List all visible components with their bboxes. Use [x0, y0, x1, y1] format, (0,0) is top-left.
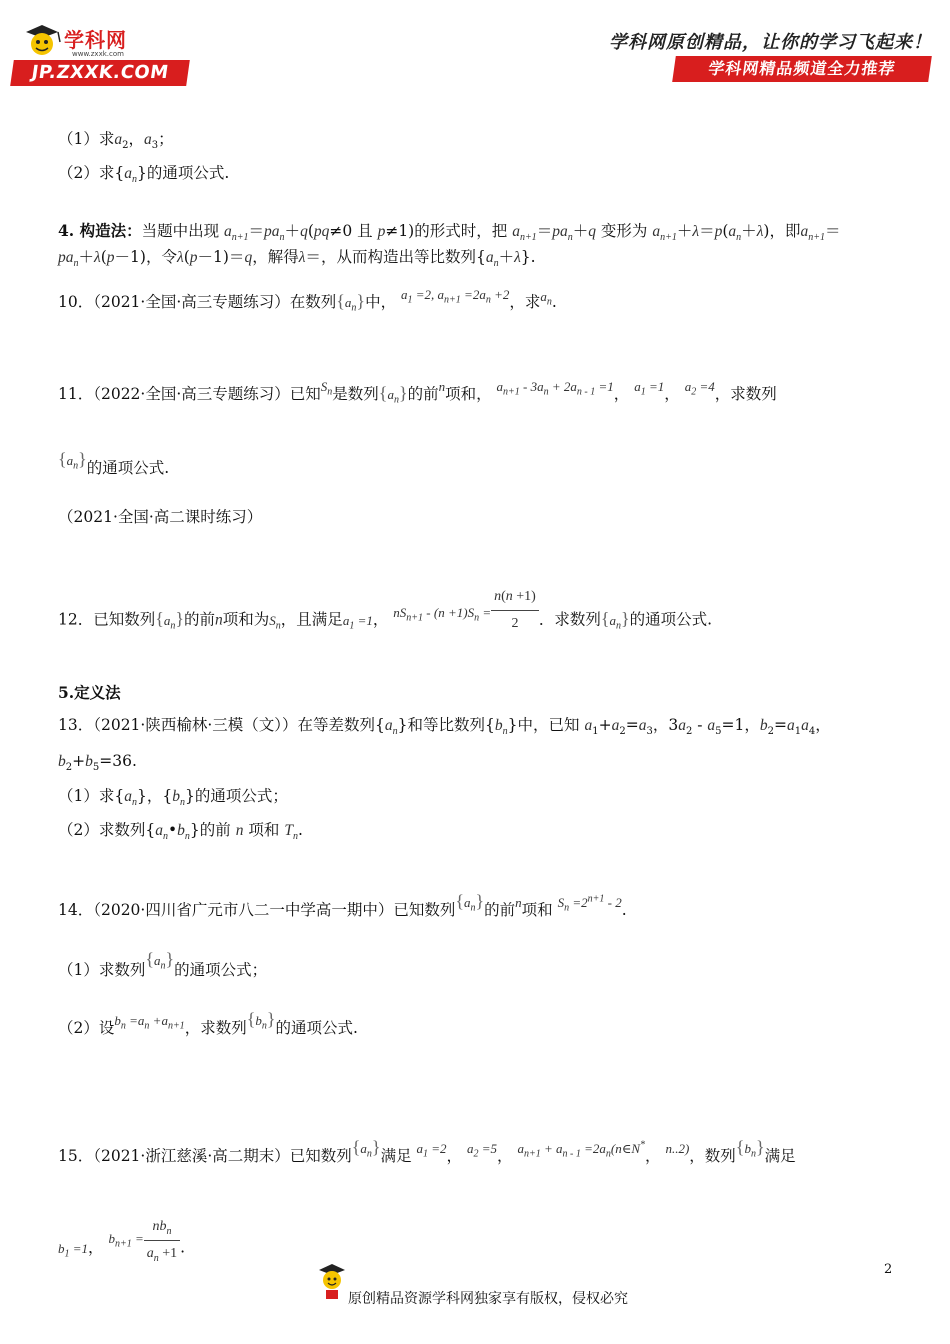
question-14-part-1: （1）求数列{$^{a_n}$}的通项公式； — [58, 949, 268, 979]
question-13-part-2: （2）求数列$\{a_n•b_n\}$的前 n 项和 $T_n$. — [58, 821, 303, 843]
page-number: 2 — [884, 1262, 893, 1277]
question-part-1: （1）求$a_2$，$a_3$； — [58, 130, 174, 152]
logo — [12, 22, 188, 86]
source-label: （2021·全国·高二课时练习） — [58, 508, 263, 526]
method-4-line-2: $pa_n+\lambda(p-1)$，令λ(p－1)＝q，解得λ＝，从而构造出等比数列$\{a_n+\lambda\}$. — [58, 248, 536, 270]
header-channel-banner: 学科网精品频道全力推荐 — [672, 56, 932, 82]
question-15-line-2: $b_1 =1$， $^{b_{n+1} =}$ $\frac{nb_n}{a_n +1}$ . — [58, 1222, 894, 1275]
question-12: 12．已知数列$\{a_n\}$的前n项和为$S_n$，且满足$a_1 =1$， $^{nS_{n+1} - (n +1)S_n =}$ $\frac{n(n +1)}{2}$ ．求数列$\{a_n\}$的通项公式. — [58, 594, 894, 647]
question-13-line-2: $b_2+b_5=36$. — [58, 752, 137, 774]
method-5-title: 5.定义法 — [58, 683, 121, 702]
method-4-line-1: 4. 构造法：当题中出现 $a_{n+1}=pa_n+q(pq\ne 0$ 且 p≠1)的形式时，把 $a_{n+1}=pa_n+q$ 变形为 $a_{n+1}+\lambda=p(a_n+\lambda)$，即$a_{n+1}=$ — [58, 221, 841, 244]
question-14: 14．（2020·四川省广元市八二一中学高一期中）已知数列{$^{a_n}$}的前$^n$项和 $^{S_n =2^{n+1} - 2}$. — [58, 891, 627, 919]
question-13-part-1: （1）求$\{a_n\}$，$\{b_n\}$的通项公式； — [58, 787, 288, 809]
question-10: 10．（2021·全国·高三专题练习）在数列$\{a_n\}$中， $^{a_1 =2, a_{n+1} =2a_n +2}$，求$^{a_n}$. — [58, 287, 557, 314]
question-13: 13．（2021·陕西榆林·三模（文））在等差数列$\{a_n\}$和等比数列$\{b_n\}$中，已知 $a_1+a_2=a_3$，$3a_2 - a_5=1$，$b_2=a_1a_4$， — [58, 716, 831, 738]
question-11-line-2: {$^{a_n}$}的通项公式. — [58, 449, 170, 477]
question-15: 15．（2021·浙江慈溪·高二期末）已知数列{$^{a_n}$}满足 $^{a_1 =2}$， $^{a_2 =5}$， $^{a_{n+1} + a_{n - 1} =2a_n(n\in N^*}$， $^{n..2)}$，数列{$^{b_n}$}满足 — [58, 1137, 796, 1165]
question-11: 11．（2022·全国·高三专题练习）已知$^{S_n}$是数列$\{a_n\}$的前$^n$项和， $^{a_{n+1} - 3a_n + 2a_{n - 1} =1}$， $^{a_1 =1}$， $^{a_2 =4}$，求数列 — [58, 379, 777, 406]
mascot-icon — [20, 22, 64, 62]
footer-mascot-icon — [316, 1262, 348, 1302]
question-14-part-2: （2）设$^{b_n =a_n +a_{n+1}}$，求数列{$^{b_n}$}的通项公式. — [58, 1009, 358, 1037]
question-part-2: （2）求$\{a_n\}$的通项公式. — [58, 164, 230, 186]
logo-text: 学科网 — [64, 28, 127, 52]
footer-copyright: 原创精品资源学科网独家享有版权，侵权必究 — [348, 1291, 628, 1307]
logo-domain: JP.ZXXK.COM — [10, 60, 190, 86]
header-slogan: 学科网原创精品，让你的学习飞起来！ — [609, 32, 932, 53]
logo-url: www.zxxk.com — [72, 50, 124, 58]
